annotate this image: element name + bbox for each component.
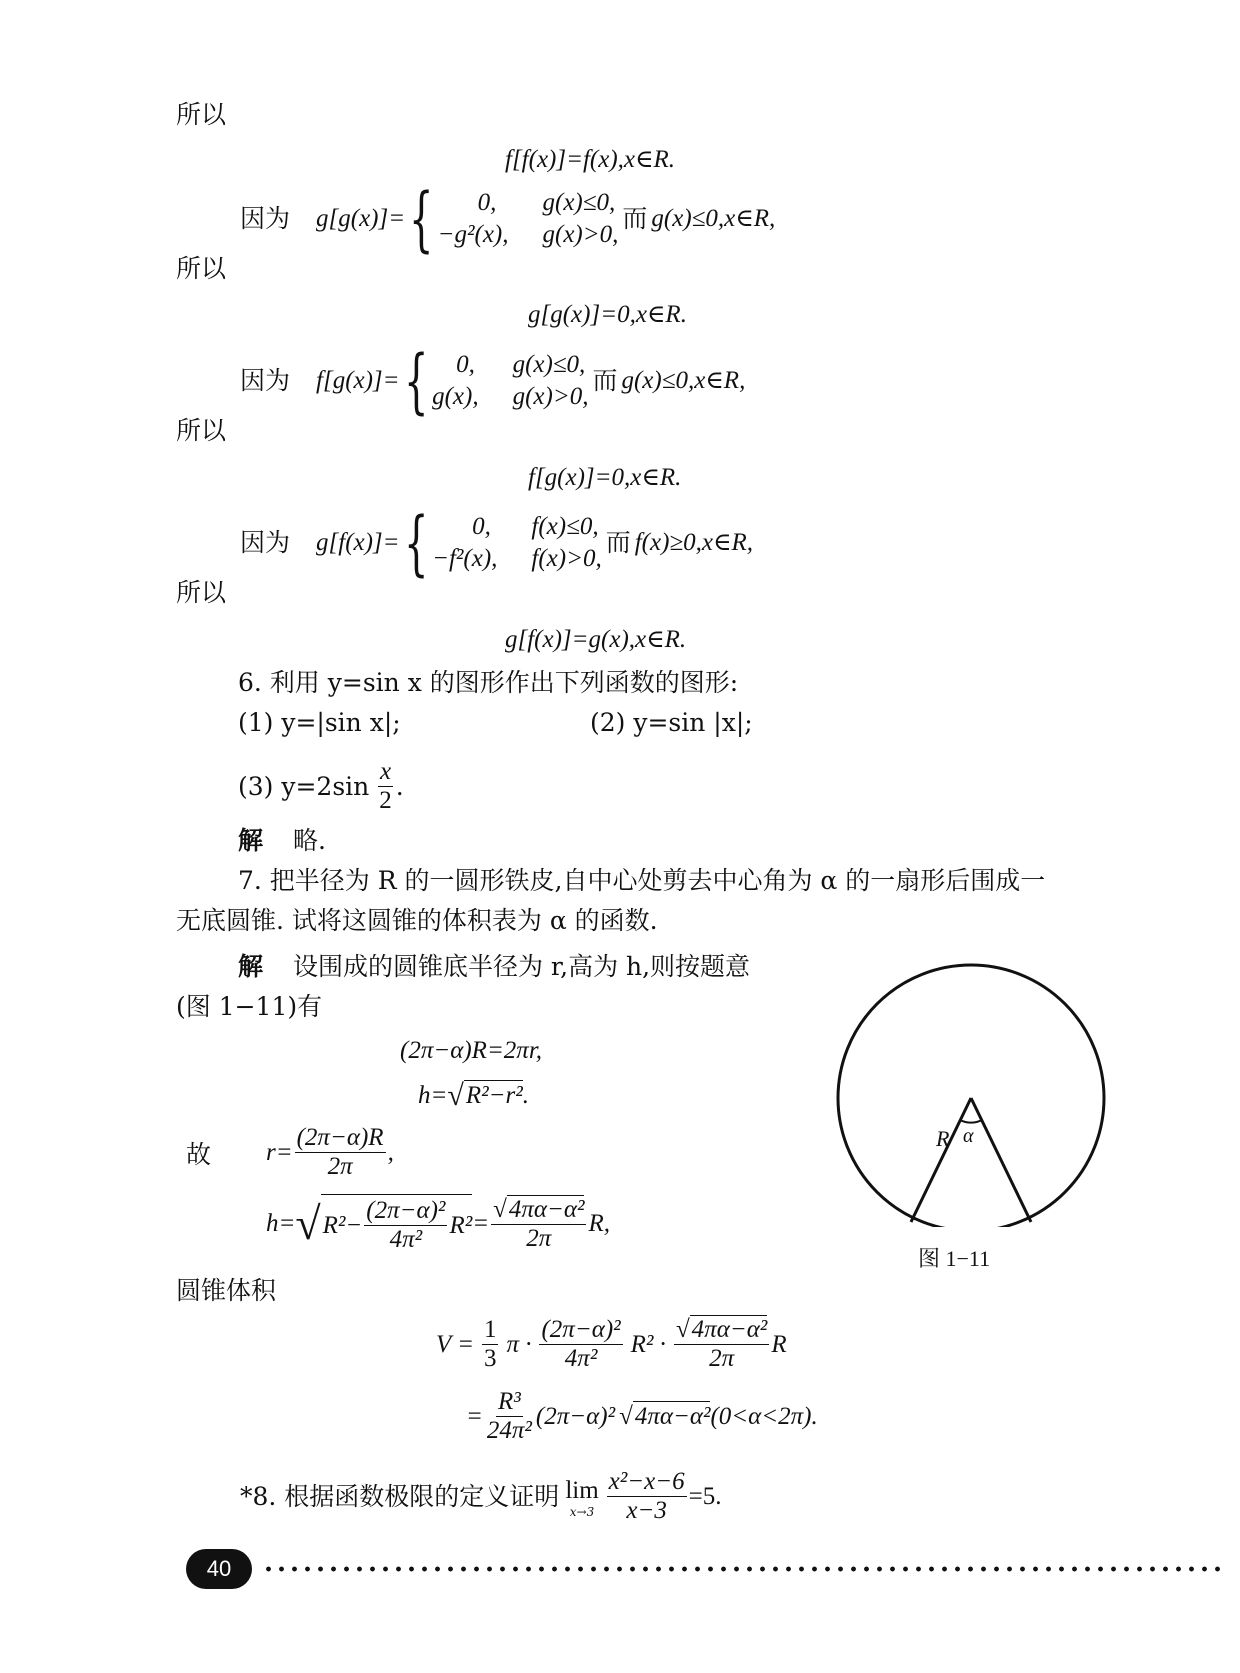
r-lhs: r=: [266, 1138, 293, 1166]
piecewise-gg: [240, 178, 776, 260]
equation-ff: f[f(x)]=f(x),x∈R.: [505, 146, 676, 173]
numerator: [674, 1316, 769, 1345]
piecewise-tail: g(x)≤0,x∈R,: [651, 205, 776, 232]
radicand-part: R²−: [322, 1211, 363, 1239]
label-jie: 解: [238, 952, 264, 981]
case-condition: g(x)≤0,: [542, 189, 616, 216]
denominator: 2π: [327, 1153, 353, 1180]
left-brace: {: [403, 340, 429, 422]
denominator: 2π: [526, 1224, 552, 1252]
v-pi: π ·: [506, 1330, 532, 1358]
radical-sign: √: [447, 1079, 464, 1112]
v2-end: (0<α<2π).: [710, 1402, 818, 1430]
piecewise-fg: [240, 340, 746, 422]
equation-gf: g[f(x)]=g(x),x∈R.: [505, 626, 687, 653]
v-lhs: V =: [436, 1330, 474, 1358]
numerator: 1: [483, 1316, 497, 1343]
fraction: [364, 1197, 447, 1254]
h-lhs: h=: [266, 1210, 296, 1237]
cases: [432, 512, 602, 574]
denominator: 4π²: [389, 1226, 423, 1253]
piecewise-tail: f(x)≥0,x∈R,: [634, 529, 754, 556]
solution-7-line-1: [238, 952, 750, 982]
label-jie: 解: [238, 826, 264, 855]
h-end: R,: [588, 1210, 610, 1237]
radical-sign: √: [295, 1198, 321, 1249]
page-number: 40: [186, 1549, 252, 1589]
lim-subscript: x→3: [569, 1504, 595, 1519]
cases: [438, 188, 619, 250]
numerator: R³: [498, 1388, 521, 1415]
item-3-prefix: (3) y=2sin: [238, 771, 370, 801]
numerator: (2π−α)²: [541, 1316, 621, 1343]
equation-height: [418, 1080, 529, 1111]
v-r2: R² ·: [630, 1330, 666, 1358]
r-end: ,: [387, 1138, 394, 1166]
radicand: 4πα−α²: [508, 1195, 585, 1223]
denominator: x−3: [626, 1497, 667, 1524]
radical-sign: √: [675, 1316, 690, 1343]
case-value: −g²(x),: [437, 221, 509, 248]
piecewise-tail: g(x)≤0,x∈R,: [621, 367, 746, 394]
figure-1-11: [826, 960, 1116, 1280]
label-suoyi-4: 所以: [176, 578, 227, 607]
problem-7-statement-line-1: 7. 把半径为 R 的一圆形铁皮,自中心处剪去中心角为 α 的一扇形后围成一: [238, 866, 1046, 895]
case-condition: f(x)≤0,: [531, 513, 599, 540]
case-condition: g(x)≤0,: [512, 351, 586, 378]
denominator: 3: [483, 1345, 497, 1372]
label-cone-volume: 圆锥体积: [176, 1276, 277, 1305]
figure-label-r: R: [936, 1126, 950, 1151]
label-er: 而: [622, 204, 648, 233]
equation-h-expanded: [266, 1194, 610, 1254]
equation-volume: [436, 1316, 787, 1373]
label-suoyi-2: 所以: [176, 254, 227, 283]
case-value: g(x),: [432, 383, 479, 410]
case-value: 0,: [456, 351, 475, 378]
case-condition: f(x)>0,: [531, 545, 602, 572]
label-gu: 故: [186, 1140, 212, 1169]
numerator: [491, 1196, 586, 1225]
angle-arc: [960, 1120, 982, 1123]
label-yinwei: 因为: [240, 528, 291, 557]
problem-8-end: =5.: [688, 1482, 722, 1510]
v2-mid: (2π−α)²: [535, 1402, 616, 1430]
limit-operator: [565, 1476, 598, 1518]
piecewise-lhs: g[f(x)]=: [316, 529, 400, 556]
radicand: 4πα−α²: [691, 1316, 768, 1343]
denominator: 2: [379, 787, 392, 814]
cases: [432, 350, 588, 412]
footer-dotted-rule: [262, 1566, 1227, 1572]
fraction: [607, 1468, 687, 1525]
piecewise-lhs: f[g(x)]=: [316, 367, 400, 394]
solution-6-text: 略.: [292, 826, 326, 855]
radicand: 4πα−α²: [634, 1403, 711, 1430]
equation-r: [266, 1124, 394, 1181]
left-brace: {: [409, 178, 434, 260]
label-suoyi-3: 所以: [176, 416, 227, 445]
radicand: [321, 1194, 473, 1254]
lim: lim: [565, 1476, 599, 1504]
piecewise-lhs: g[g(x)]=: [316, 205, 406, 232]
problem-7-statement-line-2: 无底圆锥. 试将这圆锥的体积表为 α 的函数.: [176, 906, 658, 935]
fraction: [485, 1388, 534, 1445]
sector-edge-left: [911, 1098, 971, 1222]
figure-label-alpha: α: [963, 1125, 974, 1147]
solution-7-text: 设围成的圆锥底半径为 r,高为 h,则按题意: [292, 952, 751, 981]
label-er: 而: [592, 366, 618, 395]
equals: =: [466, 1402, 483, 1430]
fraction: [295, 1124, 386, 1181]
denominator: 2π: [709, 1345, 735, 1372]
sector-edge-right: [971, 1098, 1031, 1222]
radical-sign: √: [493, 1195, 507, 1223]
label-yinwei: 因为: [240, 204, 291, 233]
h-end: .: [522, 1082, 529, 1109]
h-lhs: h=: [418, 1082, 448, 1109]
case-value: −f²(x),: [432, 545, 498, 572]
equation-fg: f[g(x)]=0,x∈R.: [528, 464, 682, 491]
numerator: x²−x−6: [608, 1468, 685, 1495]
solution-7-line-2: (图 1−11)有: [176, 992, 323, 1021]
solution-6: [238, 826, 326, 856]
denominator: 4π²: [564, 1345, 598, 1372]
problem-6-item-2: (2) y=sin |x|;: [590, 708, 753, 737]
label-suoyi-1: 所以: [176, 100, 227, 129]
fraction: [674, 1316, 769, 1373]
problem-8: [240, 1468, 721, 1525]
problem-6-item-3: [238, 758, 404, 815]
equation-volume-simplified: [466, 1388, 818, 1445]
figure-caption: 图 1−11: [918, 1246, 991, 1271]
fraction: [377, 758, 394, 815]
label-yinwei: 因为: [240, 366, 291, 395]
left-brace: {: [403, 502, 429, 584]
fraction: [539, 1316, 622, 1373]
case-value: 0,: [477, 189, 497, 216]
problem-8-statement: *8. 根据函数极限的定义证明: [240, 1481, 560, 1511]
fraction: [482, 1316, 499, 1373]
radicand: R²−r²: [465, 1082, 523, 1109]
case-condition: g(x)>0,: [542, 221, 619, 248]
numerator: (2π−α)R: [296, 1124, 384, 1151]
v-r: R: [771, 1330, 787, 1358]
case-value: 0,: [472, 513, 491, 540]
case-condition: g(x)>0,: [512, 383, 589, 410]
problem-6-item-1: (1) y=|sin x|;: [238, 708, 401, 737]
piecewise-gf: [240, 502, 754, 584]
problem-6-statement: 6. 利用 y=sin x 的图形作出下列函数的图形:: [238, 668, 739, 697]
fraction: [491, 1196, 586, 1253]
radicand-part: R²: [449, 1211, 473, 1239]
denominator: 24π²: [486, 1417, 532, 1444]
item-3-suffix: .: [395, 771, 404, 801]
equals: =: [472, 1210, 490, 1237]
label-er: 而: [605, 528, 631, 557]
equation-circumference: (2π−α)R=2πr,: [400, 1037, 543, 1064]
numerator: x: [379, 758, 392, 785]
radical-sign: √: [619, 1402, 633, 1430]
equation-gg: g[g(x)]=0,x∈R.: [528, 301, 687, 328]
numerator: (2π−α)²: [366, 1197, 446, 1224]
